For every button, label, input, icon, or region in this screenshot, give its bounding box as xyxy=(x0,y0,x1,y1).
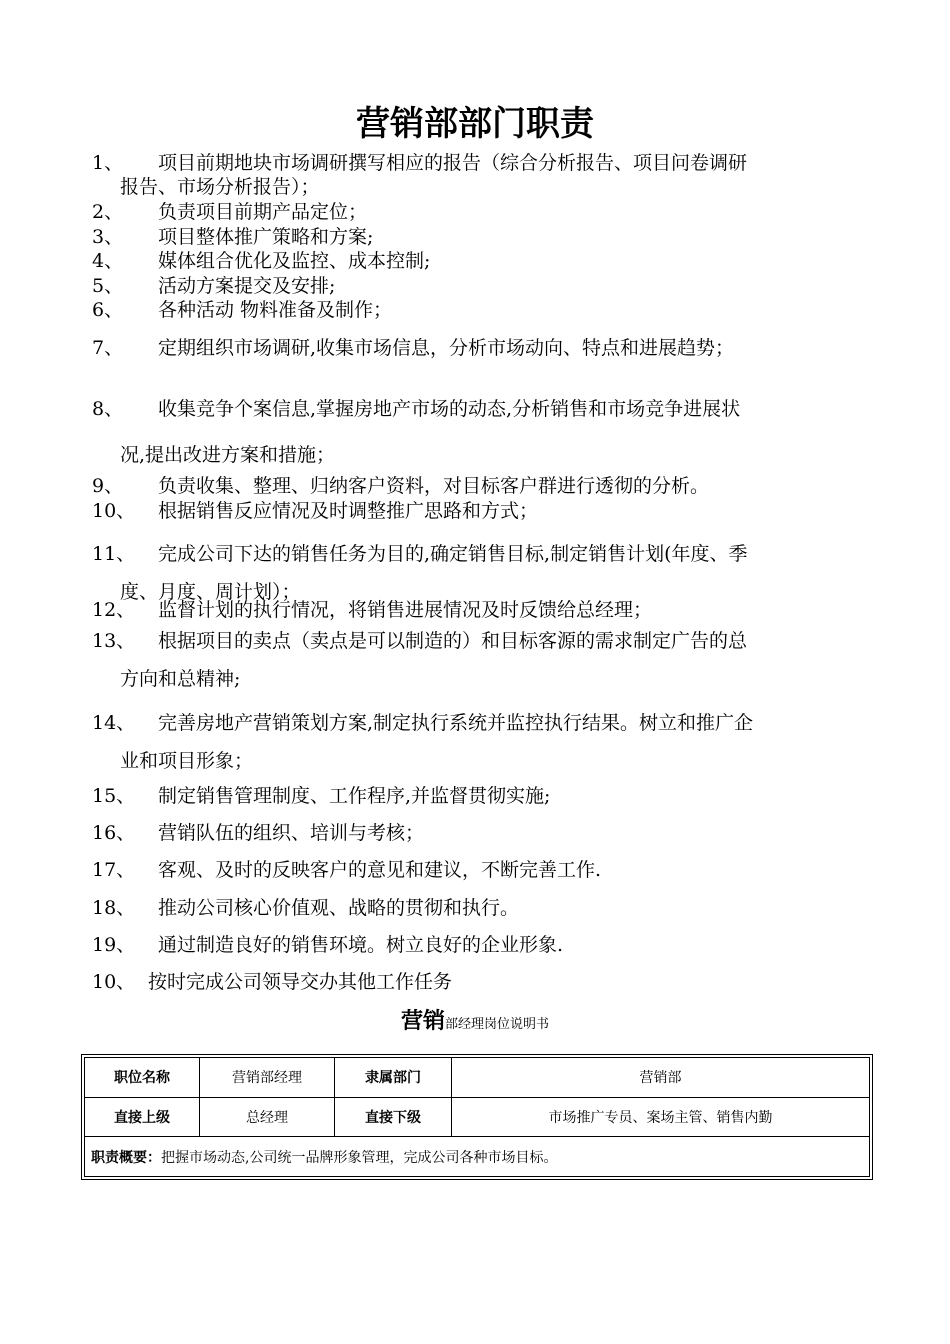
table-cell-label: 职位名称 xyxy=(85,1058,200,1098)
subtitle-main: 营销 xyxy=(400,1009,445,1034)
item-number: 12、 xyxy=(92,599,136,621)
item-number: 11、 xyxy=(92,543,136,565)
table-cell-label: 直接上级 xyxy=(85,1097,200,1137)
list-item xyxy=(92,499,872,523)
item-text: 推动公司核心价值观、战略的贯彻和执行。 xyxy=(158,897,520,919)
table-row xyxy=(85,1058,870,1098)
list-item xyxy=(92,386,872,478)
item-text: 客观、及时的反映客户的意见和建议，不断完善工作. xyxy=(158,859,602,881)
table-cell-value: 总经理 xyxy=(200,1097,335,1137)
item-number: 10、 xyxy=(92,971,136,993)
item-text: 活动方案提交及安排; xyxy=(158,275,336,297)
item-text: 监督计划的执行情况，将销售进展情况及时反馈给总经理； xyxy=(158,599,653,621)
item-number: 5、 xyxy=(92,275,124,297)
item-number: 17、 xyxy=(92,859,136,881)
list-item xyxy=(92,896,872,920)
list-item xyxy=(92,970,872,994)
section-subtitle xyxy=(0,1006,950,1041)
item-text: 项目整体推广策略和方案; xyxy=(158,226,374,248)
list-item xyxy=(92,784,872,808)
list-item xyxy=(92,622,872,698)
list-item xyxy=(92,821,872,845)
item-text: 完善房地产营销策划方案,制定执行系统并监控执行结果。树立和推广企 xyxy=(158,712,754,734)
summary-text: 把握市场动态,公司统一品牌形象管理，完成公司各种市场目标。 xyxy=(161,1149,558,1166)
item-text: 负责项目前期产品定位； xyxy=(158,201,368,223)
list-item xyxy=(92,474,872,498)
item-text: 完成公司下达的销售任务为目的,确定销售目标,制定销售计划(年度、季 xyxy=(158,543,748,565)
item-text: 制定销售管理制度、工作程序,并监督贯彻实施; xyxy=(158,785,551,807)
item-text: 各种活动 物料准备及制作； xyxy=(158,299,393,321)
item-text: 根据项目的卖点（卖点是可以制造的）和目标客源的需求制定广告的总 xyxy=(158,630,748,652)
item-text: 通过制造良好的销售环境。树立良好的企业形象. xyxy=(158,934,564,956)
item-text: 按时完成公司领导交办其他工作任务 xyxy=(148,971,453,993)
item-text: 媒体组合优化及监控、成本控制; xyxy=(158,250,431,272)
table-cell-value: 营销部经理 xyxy=(200,1058,335,1098)
item-number: 7、 xyxy=(92,337,124,359)
list-item xyxy=(92,298,872,322)
subtitle-rest: 部经理岗位说明书 xyxy=(445,1017,550,1032)
item-number: 2、 xyxy=(92,201,124,223)
item-number: 19、 xyxy=(92,934,136,956)
item-number: 6、 xyxy=(92,299,124,321)
list-item xyxy=(92,336,872,360)
item-text: 负责收集、整理、归纳客户资料，对目标客户群进行透彻的分析。 xyxy=(158,475,710,497)
table-row xyxy=(85,1097,870,1137)
item-text: 项目前期地块市场调研撰写相应的报告（综合分析报告、项目问卷调研 xyxy=(158,152,748,174)
item-text: 根据销售反应情况及时调整推广思路和方式； xyxy=(158,500,539,522)
item-number: 3、 xyxy=(92,226,124,248)
job-description-table xyxy=(81,1054,873,1180)
table-cell-label: 隶属部门 xyxy=(335,1058,452,1098)
summary-cell xyxy=(85,1137,870,1177)
list-item xyxy=(92,858,872,882)
list-item xyxy=(92,704,872,780)
item-number: 1、 xyxy=(92,152,124,174)
item-text: 营销队伍的组织、培训与考核； xyxy=(158,822,425,844)
table-cell-label: 直接下级 xyxy=(335,1097,452,1137)
table-cell-value: 营销部 xyxy=(452,1058,870,1098)
list-item xyxy=(92,249,872,273)
list-item xyxy=(92,933,872,957)
page-title: 营销部部门职责 xyxy=(356,104,594,144)
item-number: 15、 xyxy=(92,785,136,807)
item-text-continued: 业和项目形象； xyxy=(120,750,254,772)
list-item xyxy=(92,598,872,622)
item-number: 18、 xyxy=(92,897,136,919)
item-text-continued: 度、月度、周计划）； xyxy=(120,581,301,603)
list-item xyxy=(92,200,872,224)
list-item xyxy=(92,274,872,298)
table-row xyxy=(85,1137,870,1177)
list-item xyxy=(92,151,872,199)
item-number: 14、 xyxy=(92,712,136,734)
item-number: 4、 xyxy=(92,250,124,272)
item-number: 13、 xyxy=(92,630,136,652)
item-number: 8、 xyxy=(92,398,124,420)
item-text: 收集竞争个案信息,掌握房地产市场的动态,分析销售和市场竞争进展状 xyxy=(158,398,741,420)
item-text-continued: 况,提出改进方案和措施； xyxy=(120,444,336,466)
item-number: 16、 xyxy=(92,822,136,844)
item-text-continued: 方向和总精神; xyxy=(120,668,241,690)
list-item xyxy=(92,225,872,249)
table-cell-value: 市场推广专员、案场主管、销售内勤 xyxy=(452,1097,870,1137)
item-text: 定期组织市场调研,收集市场信息，分析市场动向、特点和进展趋势； xyxy=(158,337,735,359)
item-number: 10、 xyxy=(92,500,136,522)
item-text-continued: 报告、市场分析报告）； xyxy=(120,176,320,198)
summary-label: 职责概要： xyxy=(91,1149,161,1166)
job-table xyxy=(84,1057,870,1177)
item-number: 9、 xyxy=(92,475,124,497)
